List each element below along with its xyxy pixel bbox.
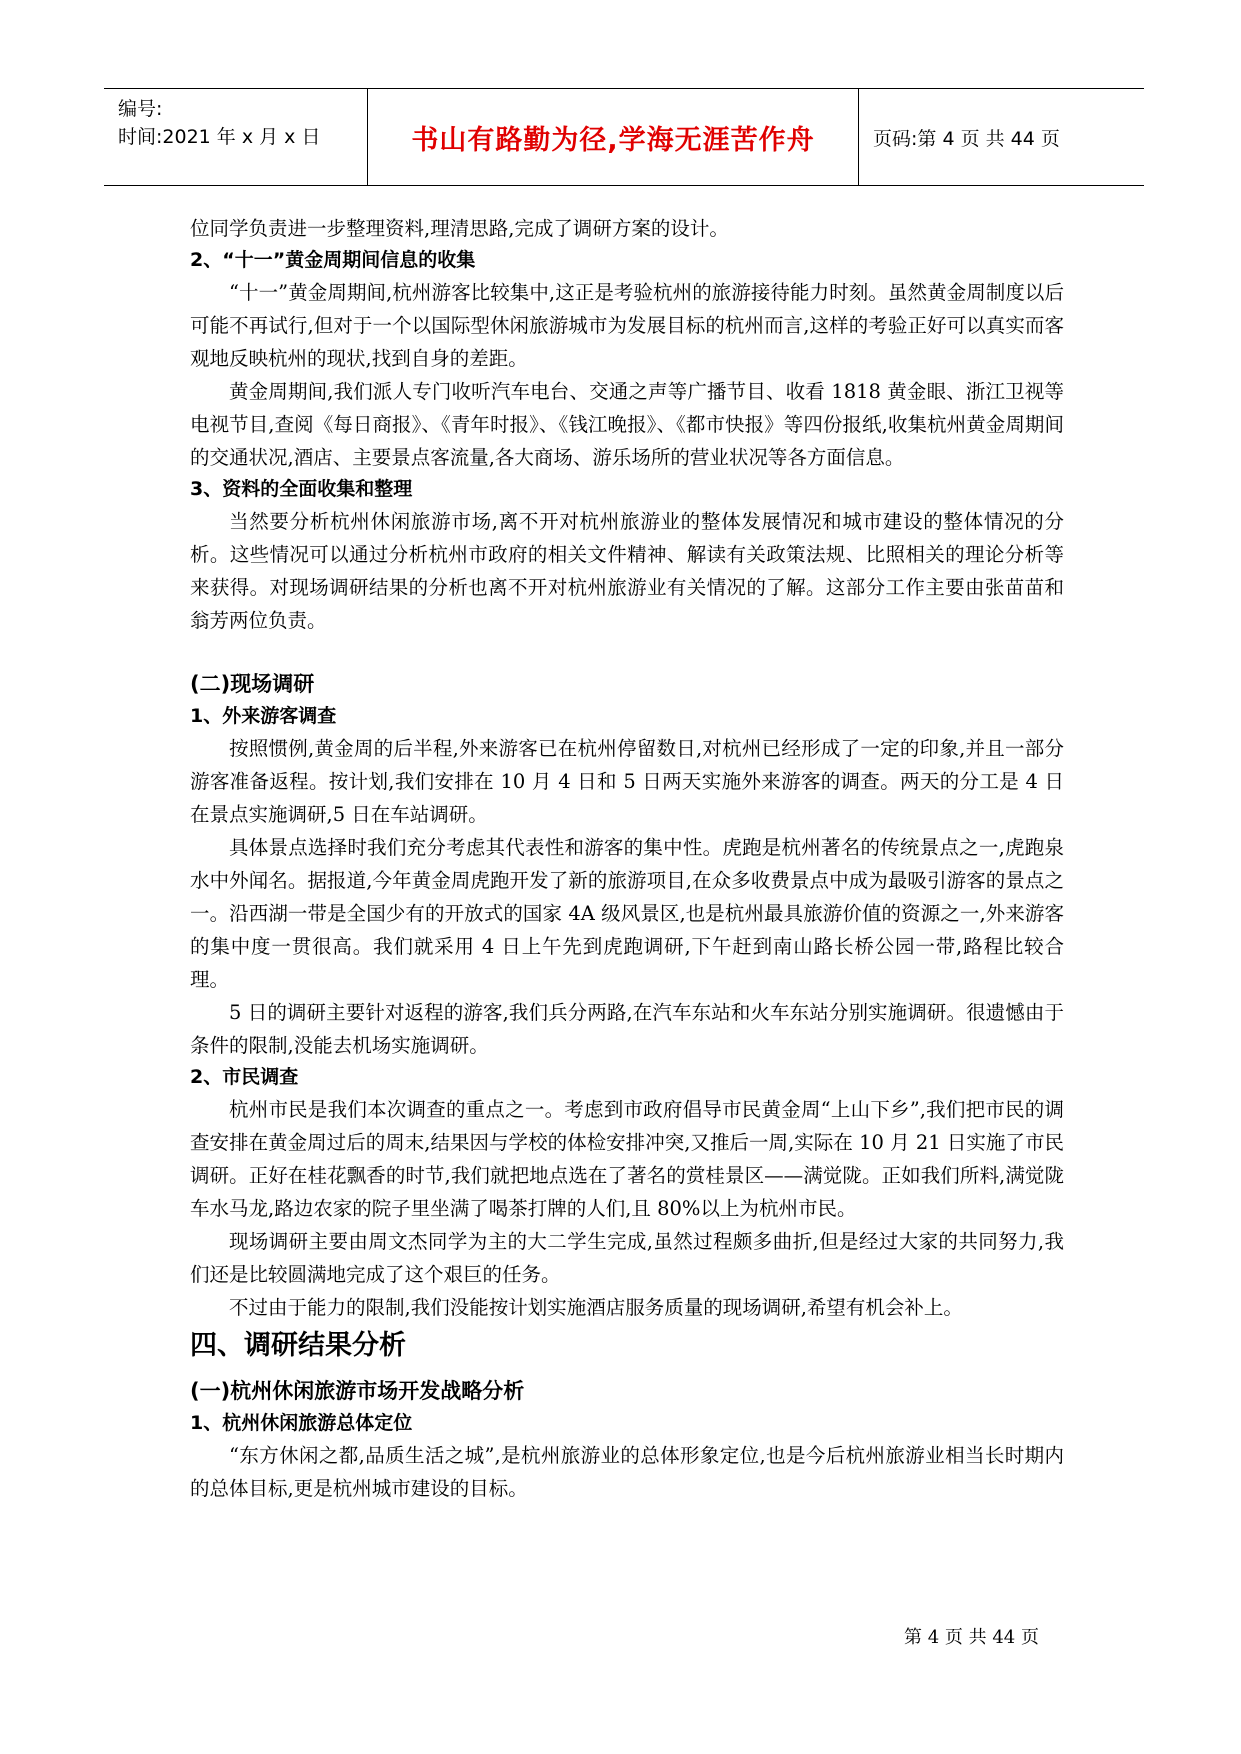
page-header <box>104 88 1144 186</box>
subsection-heading: (一)杭州休闲旅游市场开发战略分析 <box>190 1379 525 1403</box>
paragraph: “东方休闲之都,品质生活之城”,是杭州旅游业的总体形象定位,也是今后杭州旅游业相当长时期内的总体目标,更是杭州城市建设的目标。 <box>190 1444 1064 1500</box>
paragraph: 位同学负责进一步整理资料,理清思路,完成了调研方案的设计。 <box>190 217 729 240</box>
paragraph: 黄金周期间,我们派人专门收听汽车电台、交通之声等广播节目、收看 1818 黄金眼、浙江卫视等电视节目,查阅《每日商报》、《青年时报》、《钱江晚报》、《都市快报》等四份报纸,收集杭州黄金周期间的交通状况,酒店、主要景点客流量,各大商场、游乐场所的营业状况等各方面信息。 <box>190 380 1064 469</box>
paragraph: 杭州市民是我们本次调查的重点之一。考虑到市政府倡导市民黄金周“上山下乡”,我们把市民的调查安排在黄金周过后的周末,结果因与学校的体检安排冲突,又推后一周,实际在 10 月 21 日实施了市民调研。正好在桂花飘香的时节,我们就把地点选在了著名的赏桂景区——满觉陇。正如我们所料,满觉陇车水马龙,路边农家的院子里坐满了喝茶打牌的人们,且 80%以上为杭州市民。 <box>190 1098 1064 1220</box>
doc-number-label: 编号: <box>118 98 163 120</box>
header-meta <box>104 89 368 185</box>
paragraph: 按照惯例,黄金周的后半程,外来游客已在杭州停留数日,对杭州已经形成了一定的印象,并且一部分游客准备返程。按计划,我们安排在 10 月 4 日和 5 日两天实施外来游客的调查。两天的分工是 4 日在景点实施调研,5 日在车站调研。 <box>190 737 1064 826</box>
section-heading: 1、外来游客调查 <box>190 705 337 727</box>
section-heading: 1、杭州休闲旅游总体定位 <box>190 1412 413 1434</box>
paragraph: 具体景点选择时我们充分考虑其代表性和游客的集中性。虎跑是杭州著名的传统景点之一,虎跑泉水中外闻名。据报道,今年黄金周虎跑开发了新的旅游项目,在众多收费景点中成为最吸引游客的景点之一。沿西湖一带是全国少有的开放式的国家 4A 级风景区,也是杭州最具旅游价值的资源之一,外来游客的集中度一贯很高。我们就采用 4 日上午先到虎跑调研,下午赶到南山路长桥公园一带,路程比较合理。 <box>190 836 1064 991</box>
section-heading: 2、“十一”黄金周期间信息的收集 <box>190 249 476 271</box>
paragraph: 5 日的调研主要针对返程的游客,我们兵分两路,在汽车东站和火车东站分别实施调研。很遗憾由于条件的限制,没能去机场实施调研。 <box>190 1001 1064 1057</box>
chapter-heading: 四、调研结果分析 <box>190 1330 406 1361</box>
header-page-label: 页码:第 4 页 共 44 页 <box>873 127 1060 150</box>
doc-time-label: 时间:2021 年 x 月 x 日 <box>118 126 321 148</box>
paragraph: “十一”黄金周期间,杭州游客比较集中,这正是考验杭州的旅游接待能力时刻。虽然黄金周制度以后可能不再试行,但对于一个以国际型休闲旅游城市为发展目标的杭州而言,这样的考验正好可以真实而客观地反映杭州的现状,找到自身的差距。 <box>190 281 1064 370</box>
page-footer: 第 4 页 共 44 页 <box>904 1627 1039 1648</box>
subsection-heading: (二)现场调研 <box>190 672 315 696</box>
section-heading: 3、资料的全面收集和整理 <box>190 478 413 500</box>
section-heading: 2、市民调查 <box>190 1066 299 1088</box>
paragraph: 现场调研主要由周文杰同学为主的大二学生完成,虽然过程颇多曲折,但是经过大家的共同努力,我们还是比较圆满地完成了这个艰巨的任务。 <box>190 1230 1064 1286</box>
document-body <box>190 212 1064 1505</box>
paragraph: 不过由于能力的限制,我们没能按计划实施酒店服务质量的现场调研,希望有机会补上。 <box>229 1296 963 1319</box>
header-motto: 书山有路勤为径,学海无涯苦作舟 <box>368 89 859 185</box>
paragraph: 当然要分析杭州休闲旅游市场,离不开对杭州旅游业的整体发展情况和城市建设的整体情况的分析。这些情况可以通过分析杭州市政府的相关文件精神、解读有关政策法规、比照相关的理论分析等来获得。对现场调研结果的分析也离不开对杭州旅游业有关情况的了解。这部分工作主要由张苗苗和翁芳两位负责。 <box>190 510 1064 632</box>
